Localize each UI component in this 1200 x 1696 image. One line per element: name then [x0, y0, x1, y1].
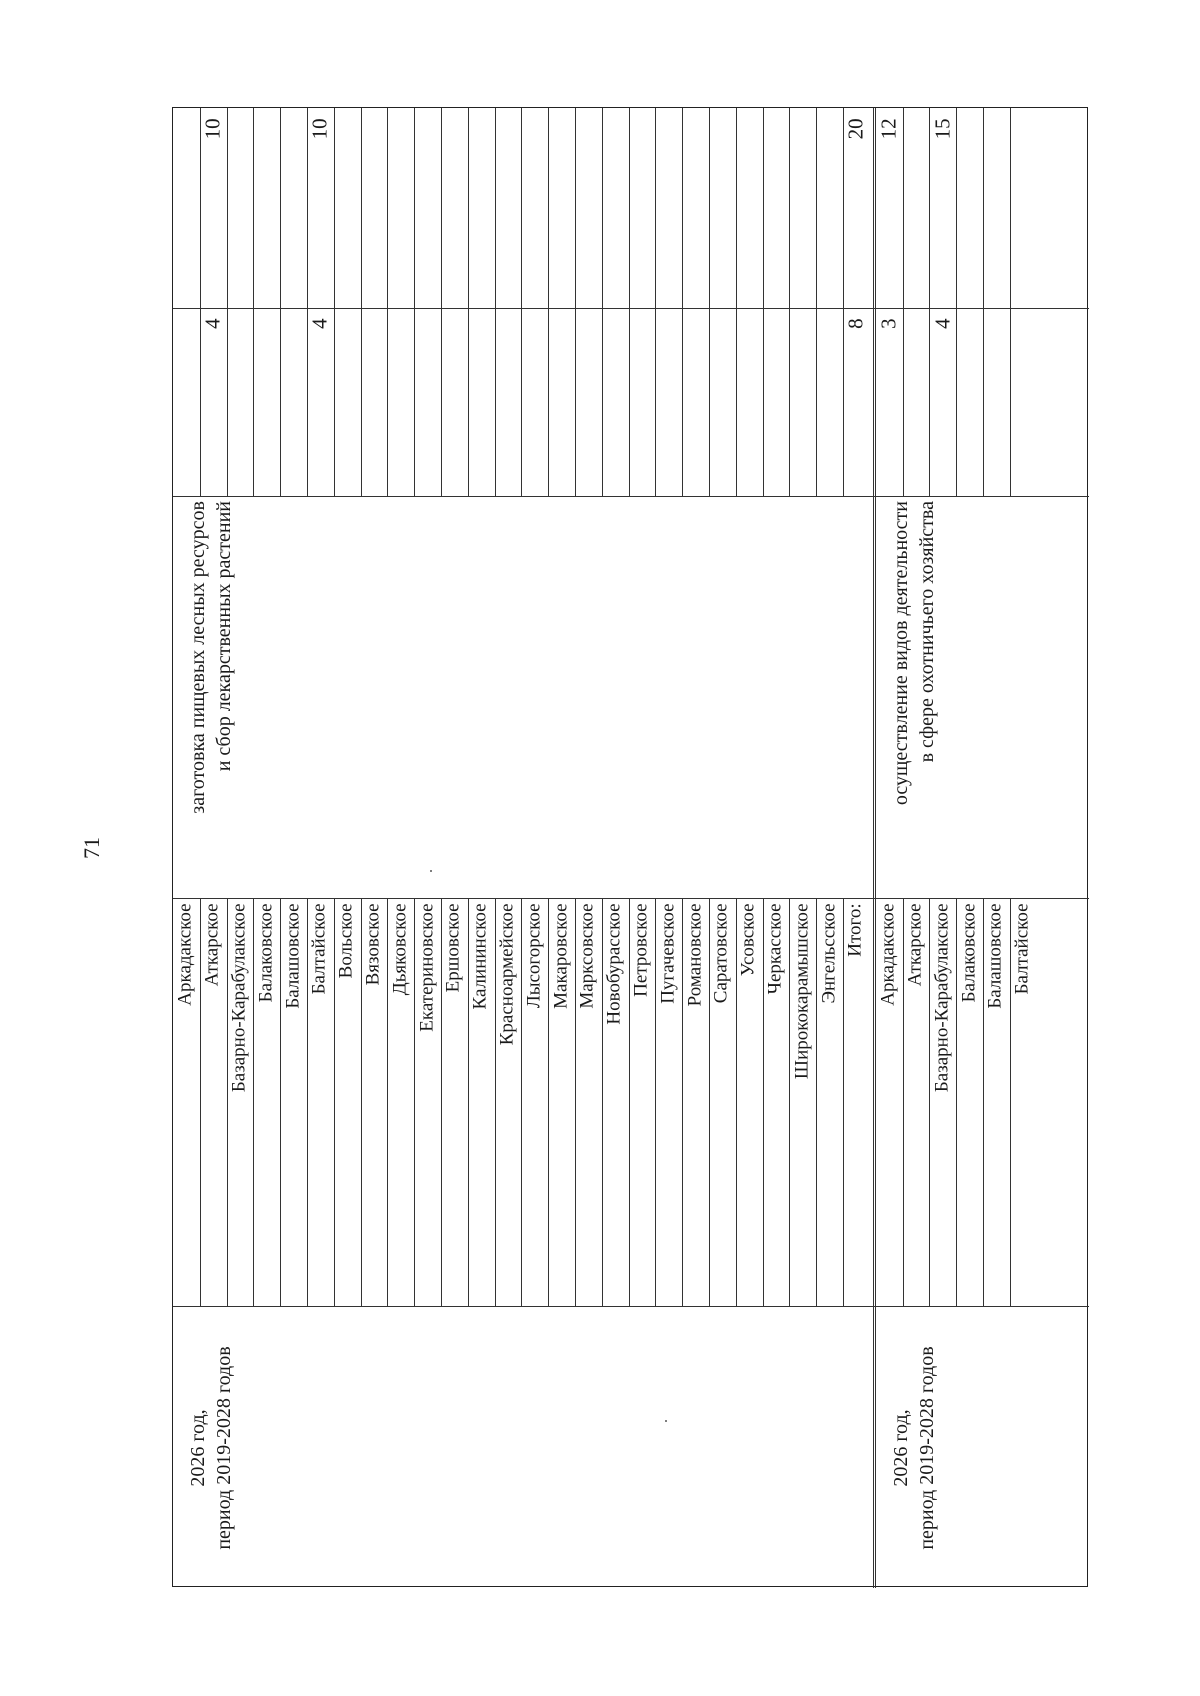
district-name: Черкасское — [764, 902, 786, 994]
value-b — [903, 118, 930, 298]
district-name: Аркадакское — [877, 902, 899, 1006]
value-a — [387, 318, 414, 498]
district-name: Новобурасское — [603, 902, 625, 1025]
value-b — [414, 118, 441, 298]
district-name: Вольское — [335, 902, 357, 978]
value-a — [548, 318, 575, 498]
district-name: Калининское — [469, 902, 491, 1010]
district-name: Балашовское — [984, 902, 1006, 1009]
district-name: Балашовское — [282, 902, 304, 1009]
value-a — [789, 318, 816, 498]
district-name: Балтайское — [1011, 902, 1033, 994]
table-rule — [875, 108, 876, 1588]
value-b — [361, 118, 388, 298]
value-a — [956, 318, 983, 498]
value-a — [983, 318, 1010, 498]
value-a — [903, 318, 930, 498]
table-rule — [173, 1306, 1089, 1307]
value-a — [414, 318, 441, 498]
value-a — [709, 318, 736, 498]
value-b — [629, 118, 656, 298]
value-a — [763, 318, 790, 498]
value-b — [682, 118, 709, 298]
value-a — [280, 318, 307, 498]
district-name: Лысогорское — [523, 902, 545, 1008]
value-a — [334, 318, 361, 498]
value-b — [495, 118, 522, 298]
value-a: 4 — [200, 317, 225, 329]
table-rule — [873, 108, 874, 1588]
scan-speck — [430, 870, 432, 872]
table-rule — [173, 308, 1089, 309]
value-b — [983, 118, 1010, 298]
value-b — [816, 118, 843, 298]
value-a — [655, 318, 682, 498]
value-a — [575, 318, 602, 498]
period-line: 2026 год, — [889, 1409, 912, 1487]
value-a — [173, 318, 200, 498]
value-a — [521, 318, 548, 498]
period-line: период 2019-2028 годов — [213, 1346, 235, 1550]
activity-line: осуществление видов деятельности — [889, 501, 912, 806]
activity-line: заготовка пищевых лесных ресурсов — [187, 501, 209, 814]
district-name: Аткарское — [904, 902, 926, 986]
value-b: 10 — [307, 117, 332, 139]
value-b — [441, 118, 468, 298]
district-name: Аткарское — [201, 902, 223, 986]
page-number: 71 — [79, 837, 104, 859]
value-a — [816, 318, 843, 498]
district-name: Базарно-Карабулакское — [931, 902, 953, 1092]
value-b — [602, 118, 629, 298]
district-name: Макаровское — [550, 902, 572, 1009]
value-a — [602, 318, 629, 498]
value-a — [495, 318, 522, 498]
district-name: Саратовское — [710, 902, 732, 1003]
table-rule — [173, 898, 1089, 899]
district-name: Петровское — [630, 902, 652, 997]
value-a — [629, 318, 656, 498]
value-b — [709, 118, 736, 298]
value-a — [253, 318, 280, 498]
district-name: Марксовское — [576, 902, 598, 1009]
activity-line: и сбор лекарственных растений — [213, 501, 235, 772]
value-b — [548, 118, 575, 298]
period-line: 2026 год, — [187, 1409, 209, 1487]
value-b — [253, 118, 280, 298]
district-name: Романовское — [684, 902, 706, 1006]
activity-line: в сфере охотничьего хозяйства — [915, 501, 938, 763]
value-b — [789, 118, 816, 298]
value-b — [956, 118, 983, 298]
district-name: Вязовское — [362, 902, 384, 986]
period-line: период 2019-2028 годов — [915, 1346, 938, 1550]
value-a — [736, 318, 763, 498]
value-b — [763, 118, 790, 298]
value-b — [280, 118, 307, 298]
district-name: Дьяковское — [389, 902, 411, 995]
value-b — [521, 118, 548, 298]
value-a — [441, 318, 468, 498]
value-b — [387, 118, 414, 298]
value-b: 20 — [843, 117, 868, 139]
value-b — [1010, 118, 1037, 298]
district-name: Аркадакское — [175, 902, 197, 1006]
district-name: Пугачевское — [657, 902, 679, 1004]
district-name: Итого: — [844, 902, 866, 957]
district-name: Ширококарамышское — [791, 902, 813, 1079]
district-name: Балтайское — [309, 902, 331, 994]
value-a — [1010, 318, 1037, 498]
period-cell — [185, 1308, 245, 1588]
value-a: 4 — [930, 317, 955, 329]
district-name: Энгельсское — [818, 902, 840, 1004]
value-b: 10 — [200, 117, 225, 139]
value-b — [334, 118, 361, 298]
value-a: 4 — [307, 317, 332, 329]
district-name: Ершовское — [442, 902, 464, 992]
district-name: Усовское — [737, 902, 759, 976]
activity-cell — [888, 501, 948, 881]
activity-cell — [185, 501, 245, 881]
value-a — [682, 318, 709, 498]
value-b: 15 — [930, 117, 955, 139]
value-b: 12 — [876, 117, 901, 139]
value-a — [468, 318, 495, 498]
district-name: Балаковское — [958, 902, 980, 1002]
value-b — [227, 118, 254, 298]
district-name: Екатериновское — [416, 902, 438, 1032]
value-a — [227, 318, 254, 498]
value-b — [173, 118, 200, 298]
allocation-table — [172, 107, 1088, 1587]
period-cell — [888, 1308, 948, 1588]
value-a — [361, 318, 388, 498]
value-b — [575, 118, 602, 298]
value-b — [655, 118, 682, 298]
district-name: Балаковское — [255, 902, 277, 1002]
value-b — [468, 118, 495, 298]
value-a: 8 — [843, 317, 868, 329]
value-b — [736, 118, 763, 298]
district-name: Базарно-Карабулакское — [228, 902, 250, 1092]
district-name: Красноармейское — [496, 902, 518, 1045]
scan-speck — [665, 1420, 667, 1422]
value-a: 3 — [876, 317, 901, 329]
